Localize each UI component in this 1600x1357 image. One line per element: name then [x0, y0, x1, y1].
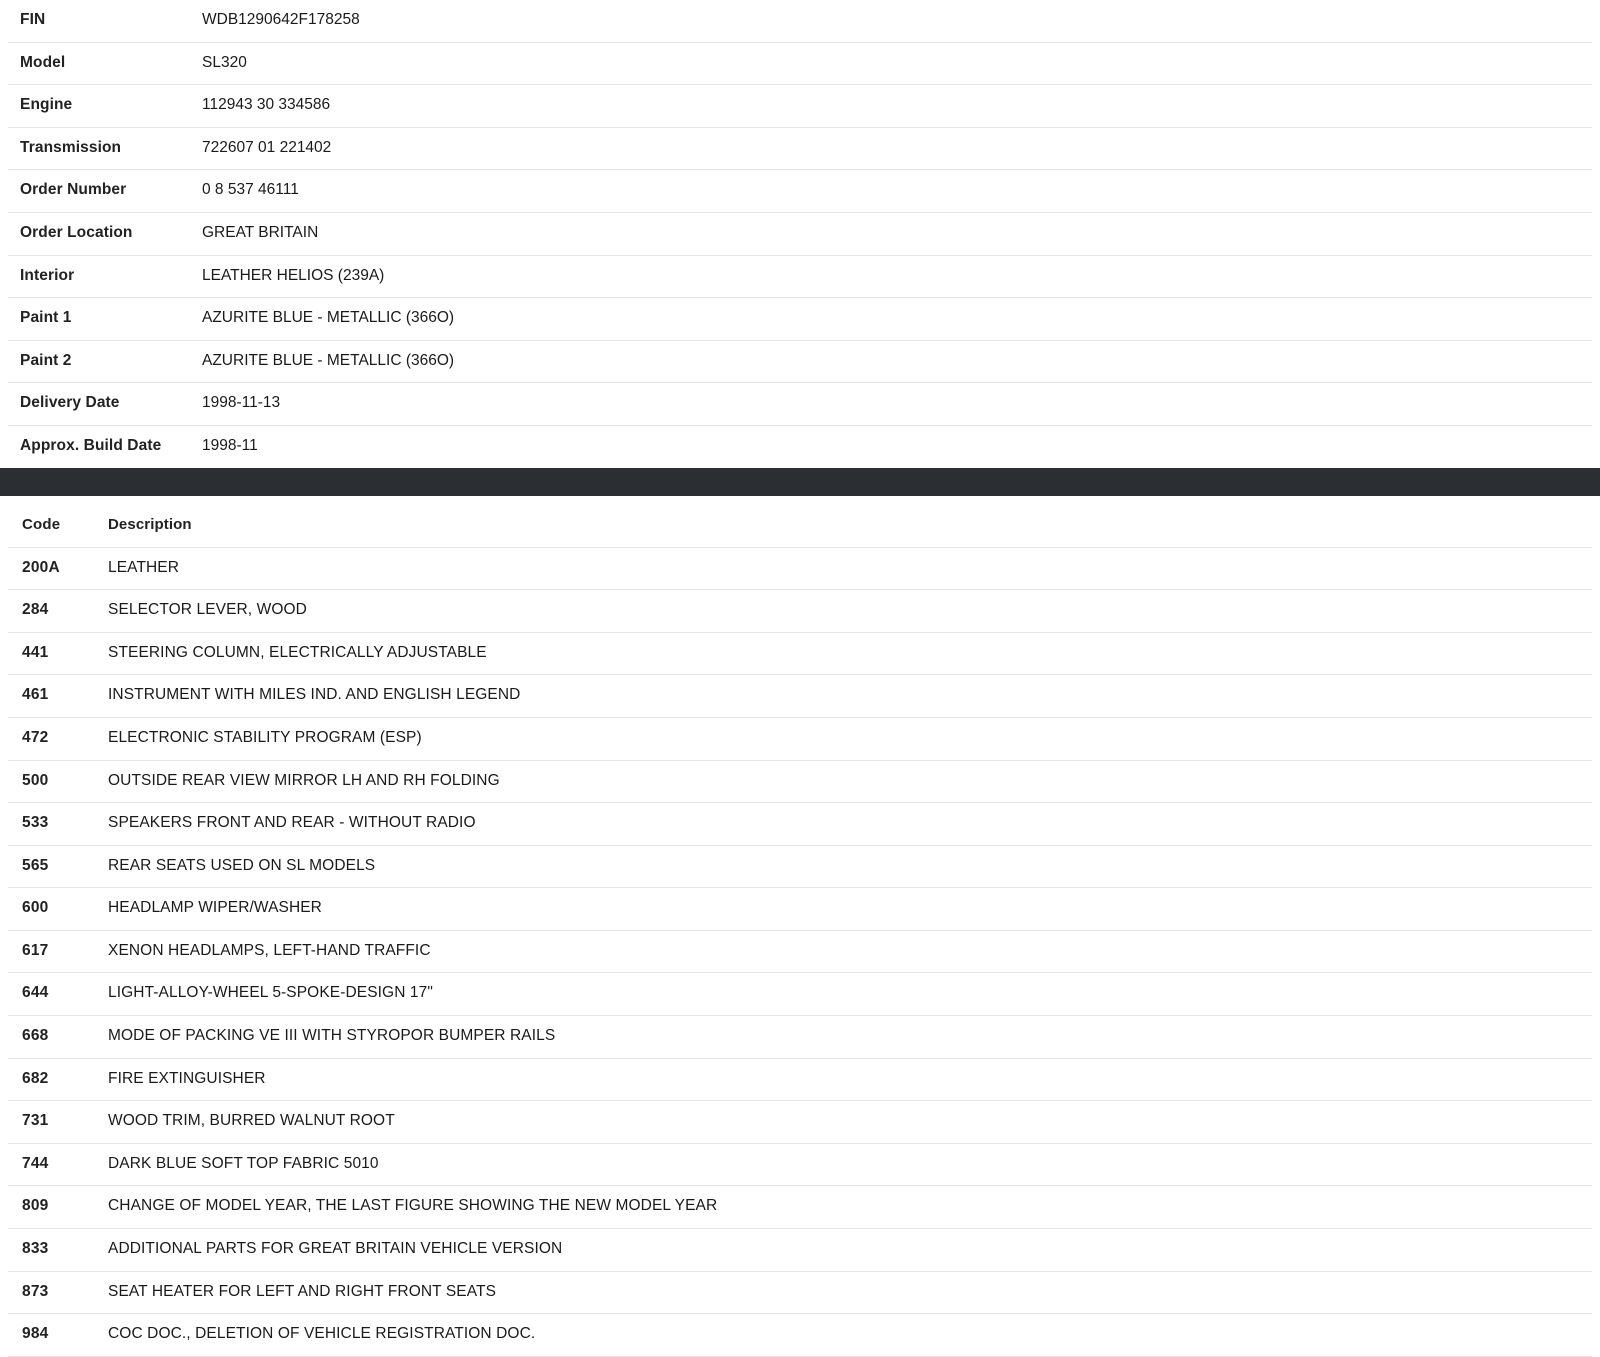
option-code: 682	[22, 1069, 49, 1087]
option-description: SPEAKERS FRONT AND REAR - WITHOUT RADIO	[108, 814, 476, 832]
option-code: 617	[22, 941, 49, 959]
table-row	[8, 1229, 1592, 1272]
table-row	[8, 170, 1592, 213]
option-code: 200A	[22, 558, 60, 576]
spec-label: Order Location	[20, 223, 133, 241]
spec-value: 1998-11-13	[202, 394, 281, 412]
spec-value: LEATHER HELIOS (239A)	[202, 266, 385, 284]
option-code: 744	[22, 1154, 49, 1172]
specifications-section	[0, 0, 1600, 468]
option-description: LEATHER	[108, 558, 180, 576]
table-row	[8, 0, 1592, 42]
table-row	[8, 42, 1592, 85]
table-row	[8, 547, 1592, 590]
spec-label: Model	[20, 53, 66, 71]
spec-label: Order Number	[20, 181, 127, 199]
option-code: 441	[22, 643, 49, 661]
option-codes-section	[0, 496, 1600, 1357]
option-description: ELECTRONIC STABILITY PROGRAM (ESP)	[108, 728, 422, 746]
spec-value: WDB1290642F178258	[202, 11, 360, 28]
specifications-table	[8, 0, 1592, 468]
option-codes-table	[8, 502, 1592, 1357]
spec-value: 0 8 537 46111	[202, 181, 299, 199]
spec-label: Interior	[20, 266, 75, 284]
option-description: ADDITIONAL PARTS FOR GREAT BRITAIN VEHICLE VERSION	[108, 1240, 563, 1258]
table-row	[8, 845, 1592, 888]
spec-value: SL320	[202, 53, 247, 71]
option-description: OUTSIDE REAR VIEW MIRROR LH AND RH FOLDING	[108, 771, 500, 789]
spec-value: GREAT BRITAIN	[202, 223, 319, 241]
spec-label: Delivery Date	[20, 394, 120, 412]
spec-label: Paint 2	[20, 351, 72, 369]
option-code: 600	[22, 899, 49, 917]
section-divider	[0, 468, 1600, 496]
option-code: 461	[22, 686, 49, 704]
table-row	[8, 1271, 1592, 1314]
option-description: SEAT HEATER FOR LEFT AND RIGHT FRONT SEATS	[108, 1282, 497, 1300]
option-description: COC DOC., DELETION OF VEHICLE REGISTRATION DOC.	[108, 1325, 536, 1343]
table-row	[8, 255, 1592, 298]
option-description: LIGHT-ALLOY-WHEEL 5-SPOKE-DESIGN 17"	[108, 984, 433, 1002]
option-code: 984	[22, 1325, 49, 1343]
option-code: 644	[22, 984, 49, 1002]
option-code: 533	[22, 814, 49, 832]
option-code: 809	[22, 1197, 49, 1215]
table-row	[8, 632, 1592, 675]
specifications-table-body	[8, 0, 1592, 468]
spec-value: AZURITE BLUE - METALLIC (366O)	[202, 351, 455, 369]
table-row	[8, 590, 1592, 633]
spec-label: Approx. Build Date	[20, 436, 162, 454]
spec-label: Paint 1	[20, 309, 72, 327]
option-code: 833	[22, 1240, 49, 1258]
option-description: FIRE EXTINGUISHER	[108, 1069, 266, 1087]
option-code: 565	[22, 856, 49, 874]
table-row	[8, 340, 1592, 383]
table-row	[8, 425, 1592, 467]
option-description: XENON HEADLAMPS, LEFT-HAND TRAFFIC	[108, 941, 431, 959]
table-row	[8, 888, 1592, 931]
table-row	[8, 212, 1592, 255]
spec-value: 112943 30 334586	[202, 96, 331, 114]
spec-value: 722607 01 221402	[202, 138, 332, 156]
table-row	[8, 930, 1592, 973]
option-description: INSTRUMENT WITH MILES IND. AND ENGLISH LEGEND	[108, 686, 521, 704]
option-code: 284	[22, 601, 49, 619]
option-description: REAR SEATS USED ON SL MODELS	[108, 856, 376, 874]
option-description: CHANGE OF MODEL YEAR, THE LAST FIGURE SHOWING THE NEW MODEL YEAR	[108, 1197, 718, 1215]
table-row	[8, 1016, 1592, 1059]
table-row	[8, 803, 1592, 846]
table-row	[8, 383, 1592, 426]
option-code: 873	[22, 1282, 49, 1300]
option-description: WOOD TRIM, BURRED WALNUT ROOT	[108, 1112, 395, 1130]
table-row	[8, 1101, 1592, 1144]
option-description: DARK BLUE SOFT TOP FABRIC 5010	[108, 1154, 379, 1172]
spec-label: FIN	[20, 11, 46, 28]
option-description: MODE OF PACKING VE III WITH STYROPOR BUMPER RAILS	[108, 1027, 556, 1045]
table-row	[8, 127, 1592, 170]
table-header-row	[8, 502, 1592, 548]
option-code: 668	[22, 1027, 49, 1045]
column-header-description: Description	[108, 515, 192, 533]
option-codes-table-head	[8, 502, 1592, 548]
table-row	[8, 1314, 1592, 1357]
spec-label: Transmission	[20, 138, 122, 156]
option-description: STEERING COLUMN, ELECTRICALLY ADJUSTABLE	[108, 643, 487, 661]
table-row	[8, 1186, 1592, 1229]
option-code: 731	[22, 1112, 49, 1130]
column-header-code: Code	[22, 515, 61, 533]
table-row	[8, 675, 1592, 718]
table-row	[8, 1058, 1592, 1101]
option-codes-table-body	[8, 547, 1592, 1356]
table-row	[8, 1143, 1592, 1186]
spec-value: AZURITE BLUE - METALLIC (366O)	[202, 309, 455, 327]
option-code: 472	[22, 728, 49, 746]
spec-label: Engine	[20, 96, 73, 114]
option-code: 500	[22, 771, 49, 789]
table-row	[8, 760, 1592, 803]
option-description: HEADLAMP WIPER/WASHER	[108, 899, 322, 917]
option-description: SELECTOR LEVER, WOOD	[108, 601, 307, 619]
table-row	[8, 298, 1592, 341]
table-row	[8, 973, 1592, 1016]
table-row	[8, 85, 1592, 128]
table-row	[8, 717, 1592, 760]
spec-value: 1998-11	[202, 436, 258, 454]
